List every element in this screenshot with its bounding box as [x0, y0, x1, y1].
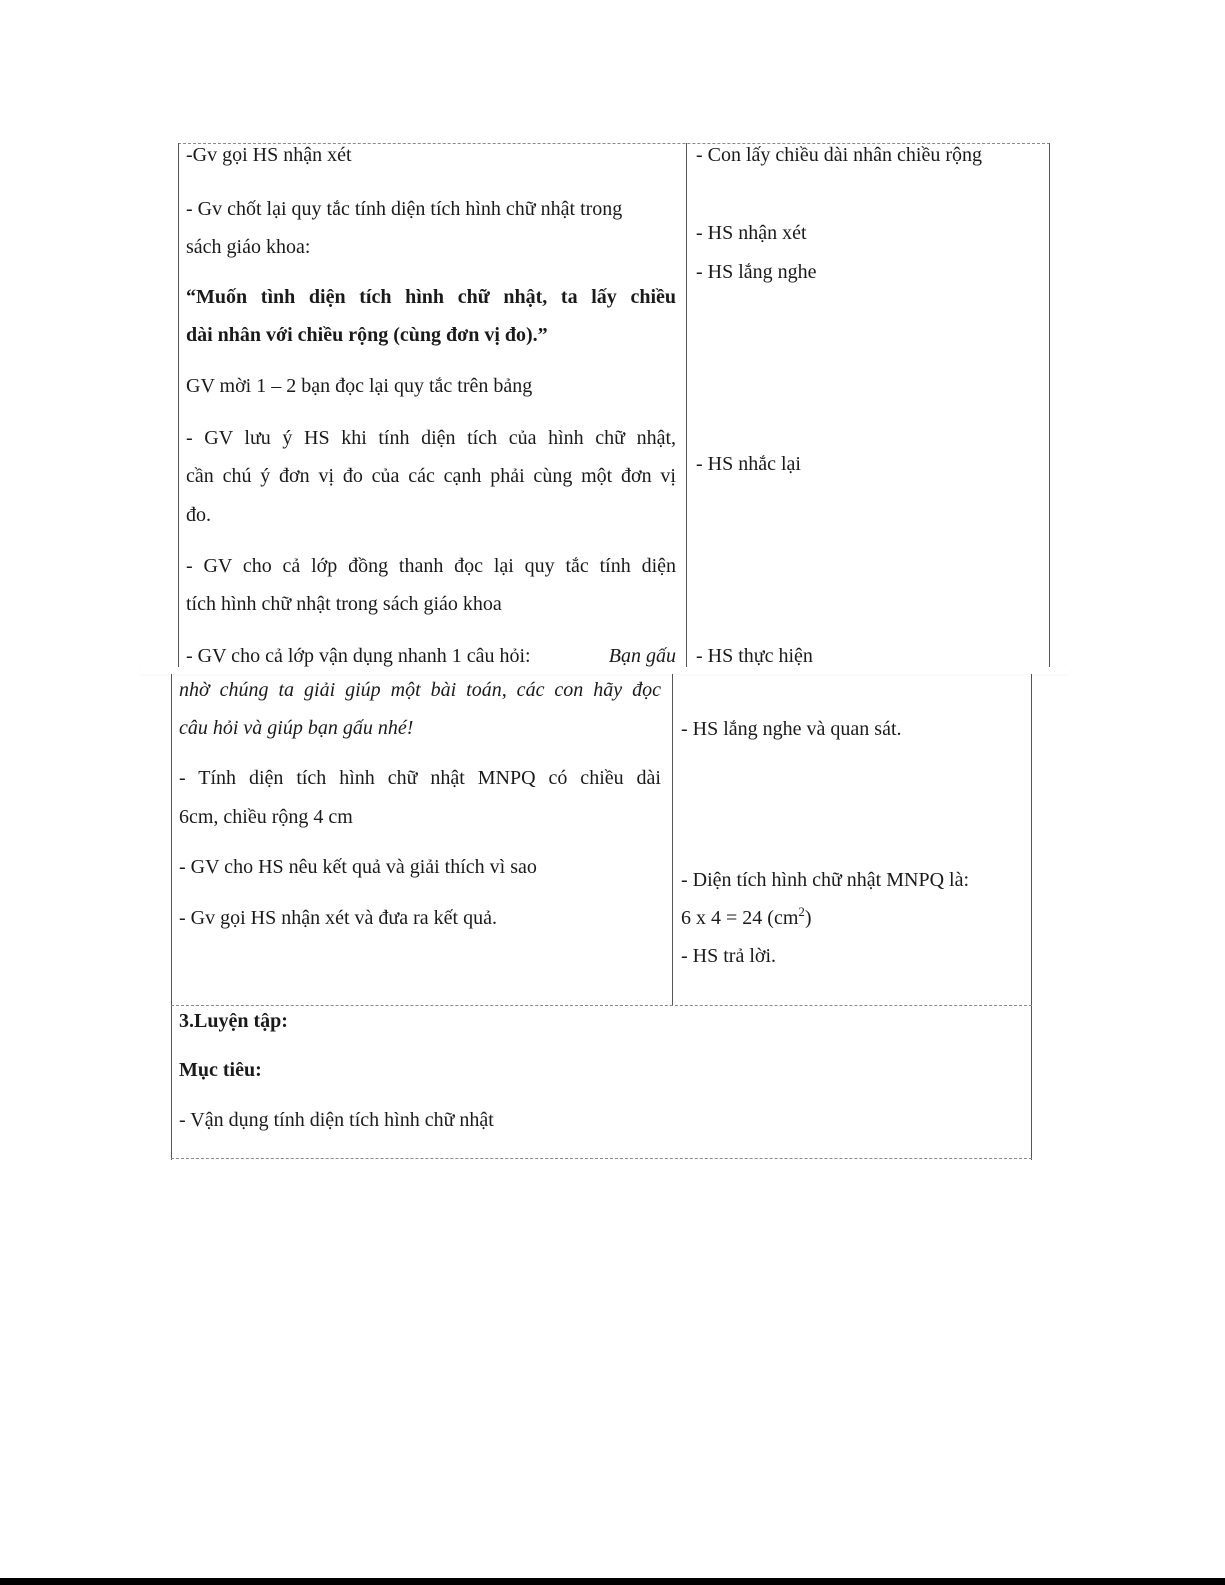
- apply-question-continued-line1: nhờ chúng ta giải giúp một bài toán, các con hãy đọc: [179, 679, 661, 701]
- upper-table-right-border: [1049, 143, 1050, 667]
- student-answer-equation: [681, 906, 812, 930]
- page-seam: [140, 667, 1070, 674]
- objective-item: - Vận dụng tính diện tích hình chữ nhật: [179, 1109, 494, 1131]
- teacher-step-chorus-line1: - GV cho cả lớp đồng thanh đọc lại quy tắc tính diện: [186, 555, 676, 577]
- task-mnpq-line1: - Tính diện tích hình chữ nhật MNPQ có chiều dài: [179, 767, 661, 789]
- student-response-comment: - HS nhận xét: [696, 222, 807, 244]
- lower-table-left-border: [171, 674, 172, 1160]
- apply-question-text: - GV cho cả lớp vận dụng nhanh 1 câu hỏi:: [186, 645, 531, 667]
- teacher-step-summary-line1: - Gv chốt lại quy tắc tính diện tích hình chữ nhật trong: [186, 198, 623, 220]
- area-rule-line2: dài nhân với chiều rộng (cùng đơn vị đo).”: [186, 324, 548, 346]
- teacher-step-apply-question: [186, 644, 676, 668]
- lower-table-column-divider: [672, 674, 673, 1006]
- student-response-perform: - HS thực hiện: [696, 645, 813, 667]
- equation-exponent: 2: [798, 904, 805, 919]
- student-response-repeat: - HS nhắc lại: [696, 453, 801, 475]
- teacher-step-note-line2: cần chú ý đơn vị đo của các cạnh phải cùng một đơn vị: [186, 465, 676, 487]
- upper-table-column-divider: [686, 143, 687, 667]
- area-rule-line1: “Muốn tình diện tích hình chữ nhật, ta lấy chiều: [186, 286, 676, 308]
- teacher-step-chorus-line2: tích hình chữ nhật trong sách giáo khoa: [186, 593, 502, 615]
- student-response-answer: - HS trả lời.: [681, 945, 777, 967]
- apply-question-italic: Bạn gấu: [608, 645, 676, 667]
- student-response-multiply: - Con lấy chiều dài nhân chiều rộng: [696, 144, 983, 166]
- teacher-step-call-students: -Gv gọi HS nhận xét: [186, 144, 352, 166]
- objective-heading: Mục tiêu:: [179, 1059, 262, 1081]
- teacher-step-result: - Gv gọi HS nhận xét và đưa ra kết quả.: [179, 907, 497, 929]
- bottom-edge: [0, 1578, 1225, 1585]
- equation-close: ): [804, 907, 812, 929]
- student-response-observe: - HS lắng nghe và quan sát.: [681, 718, 902, 740]
- lower-table-bottom-border: [171, 1158, 1032, 1159]
- student-answer-label: - Diện tích hình chữ nhật MNPQ là:: [681, 869, 970, 891]
- lower-table-row-divider: [171, 1005, 1032, 1006]
- section-heading: 3.Luyện tập:: [179, 1010, 288, 1032]
- teacher-step-note-line1: - GV lưu ý HS khi tính diện tích của hình chữ nhật,: [186, 427, 676, 449]
- teacher-step-invite-read: GV mời 1 – 2 bạn đọc lại quy tắc trên bảng: [186, 375, 533, 397]
- equation-main: 6 x 4 = 24 (cm: [681, 907, 799, 929]
- student-response-listen: - HS lắng nghe: [696, 261, 817, 283]
- task-mnpq-line2: 6cm, chiều rộng 4 cm: [179, 806, 353, 828]
- teacher-step-note-line3: đo.: [186, 504, 211, 526]
- apply-question-continued-line2: câu hỏi và giúp bạn gấu nhé!: [179, 717, 414, 739]
- teacher-step-summary-line2: sách giáo khoa:: [186, 236, 311, 258]
- lower-table-right-border: [1031, 674, 1032, 1160]
- upper-table-left-border: [178, 143, 179, 667]
- teacher-step-explain: - GV cho HS nêu kết quả và giải thích vì sao: [179, 856, 537, 878]
